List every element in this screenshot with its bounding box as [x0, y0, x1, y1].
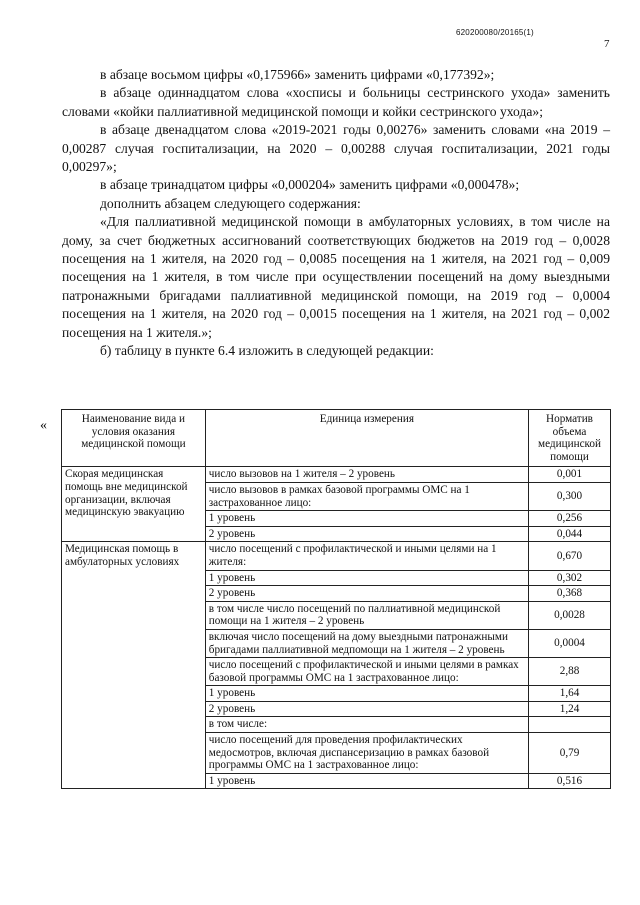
value-cell: 0,256: [529, 511, 611, 527]
paragraph: в абзаце одиннадцатом слова «хосписы и больницы сестринского ухода» заменить словами «койки паллиативной медицинской помощи и койки сестринского ухода»;: [62, 85, 610, 119]
norms-table: [61, 409, 611, 789]
unit-cell: 2 уровень: [205, 701, 528, 717]
unit-cell: число посещений с профилактической и иными целями на 1 жителя:: [205, 542, 528, 570]
group-name-cell: Скорая медицинская помощь вне медицинской организации, включая медицинскую эвакуацию: [62, 467, 206, 542]
unit-cell: 1 уровень: [205, 570, 528, 586]
value-cell: 0,302: [529, 570, 611, 586]
value-cell: 0,300: [529, 482, 611, 510]
paragraph: б) таблицу в пункте 6.4 изложить в следующей редакции:: [100, 343, 434, 359]
header-type: Наименование вида и условия оказания медицинской помощи: [62, 410, 206, 467]
value-cell: 0,368: [529, 586, 611, 602]
table-row: [62, 542, 611, 570]
unit-cell: в том числе число посещений по паллиативной медицинской помощи на 1 жителя – 2 уровень: [205, 601, 528, 629]
unit-cell: число вызовов в рамках базовой программы ОМС на 1 застрахованное лицо:: [205, 482, 528, 510]
unit-cell: число вызовов на 1 жителя – 2 уровень: [205, 467, 528, 483]
value-cell: 0,670: [529, 542, 611, 570]
header-unit: Единица измерения: [205, 410, 528, 467]
unit-cell: 2 уровень: [205, 526, 528, 542]
unit-cell: число посещений с профилактической и иными целями в рамках базовой программы ОМС на 1 застрахованное лицо:: [205, 658, 528, 686]
unit-cell: включая число посещений на дому выездными патронажными бригадами паллиативной медпомощи на 1 жителя – 2 уровень: [205, 629, 528, 657]
paragraph: дополнить абзацем следующего содержания:: [100, 195, 361, 211]
unit-cell: 1 уровень: [205, 511, 528, 527]
value-cell: 0,0004: [529, 629, 611, 657]
paragraph: «Для паллиативной медицинской помощи в амбулаторных условиях, в том числе на дому, за счет бюджетных ассигнований соответствующих бюджетов на 2019 год – 0,0028 посещения на 1 жителя, на 2020 год – 0,0085 посещения на 1 жителя, на 2021 год – 0,009 посещения на 1 жителя, в том числе при осуществлении посещений на дому выездными патронажными бригадами паллиативной медицинской помощи, на 2019 год – 0,0004 посещения на 1 жителя, на 2020 год – 0,0015 посещения на 1 жителя, на 2021 год – 0,002 посещения на 1 жителя.»;: [62, 214, 610, 340]
value-cell: 0,001: [529, 467, 611, 483]
header-norm: Норматив объема медицинской помощи: [529, 410, 611, 467]
document-body: [62, 66, 610, 361]
unit-cell: в том числе:: [205, 717, 528, 733]
value-cell: 2,88: [529, 658, 611, 686]
paragraph: в абзаце восьмом цифры «0,175966» заменить цифрами «0,177392»;: [100, 67, 495, 82]
table-row: [62, 467, 611, 483]
group-name-cell: Медицинская помощь в амбулаторных условиях: [62, 542, 206, 789]
unit-cell: 2 уровень: [205, 586, 528, 602]
value-cell: 0,79: [529, 733, 611, 774]
table-header-row: [62, 410, 611, 467]
value-cell: 0,516: [529, 773, 611, 789]
unit-cell: 1 уровень: [205, 686, 528, 702]
unit-cell: число посещений для проведения профилактических медосмотров, включая диспансеризацию в рамках базовой программы ОМС на 1 застрахованное лицо:: [205, 733, 528, 774]
unit-cell: 1 уровень: [205, 773, 528, 789]
value-cell: 1,24: [529, 701, 611, 717]
value-cell: 0,0028: [529, 601, 611, 629]
paragraph: в абзаце тринадцатом цифры «0,000204» заменить цифрами «0,000478»;: [100, 177, 520, 193]
value-cell: 0,044: [529, 526, 611, 542]
value-cell: 1,64: [529, 686, 611, 702]
paragraph: в абзаце двенадцатом слова «2019-2021 годы 0,00276» заменить словами «на 2019 – 0,00287 случая госпитализации, на 2020 – 0,00288 случая госпитализации, 2021 годы 0,00297»;: [62, 122, 610, 175]
value-cell: [529, 717, 611, 733]
opening-quote-mark: «: [40, 418, 47, 433]
page-number: 7: [604, 38, 610, 50]
document-number: 620200080/20165(1): [456, 28, 534, 37]
